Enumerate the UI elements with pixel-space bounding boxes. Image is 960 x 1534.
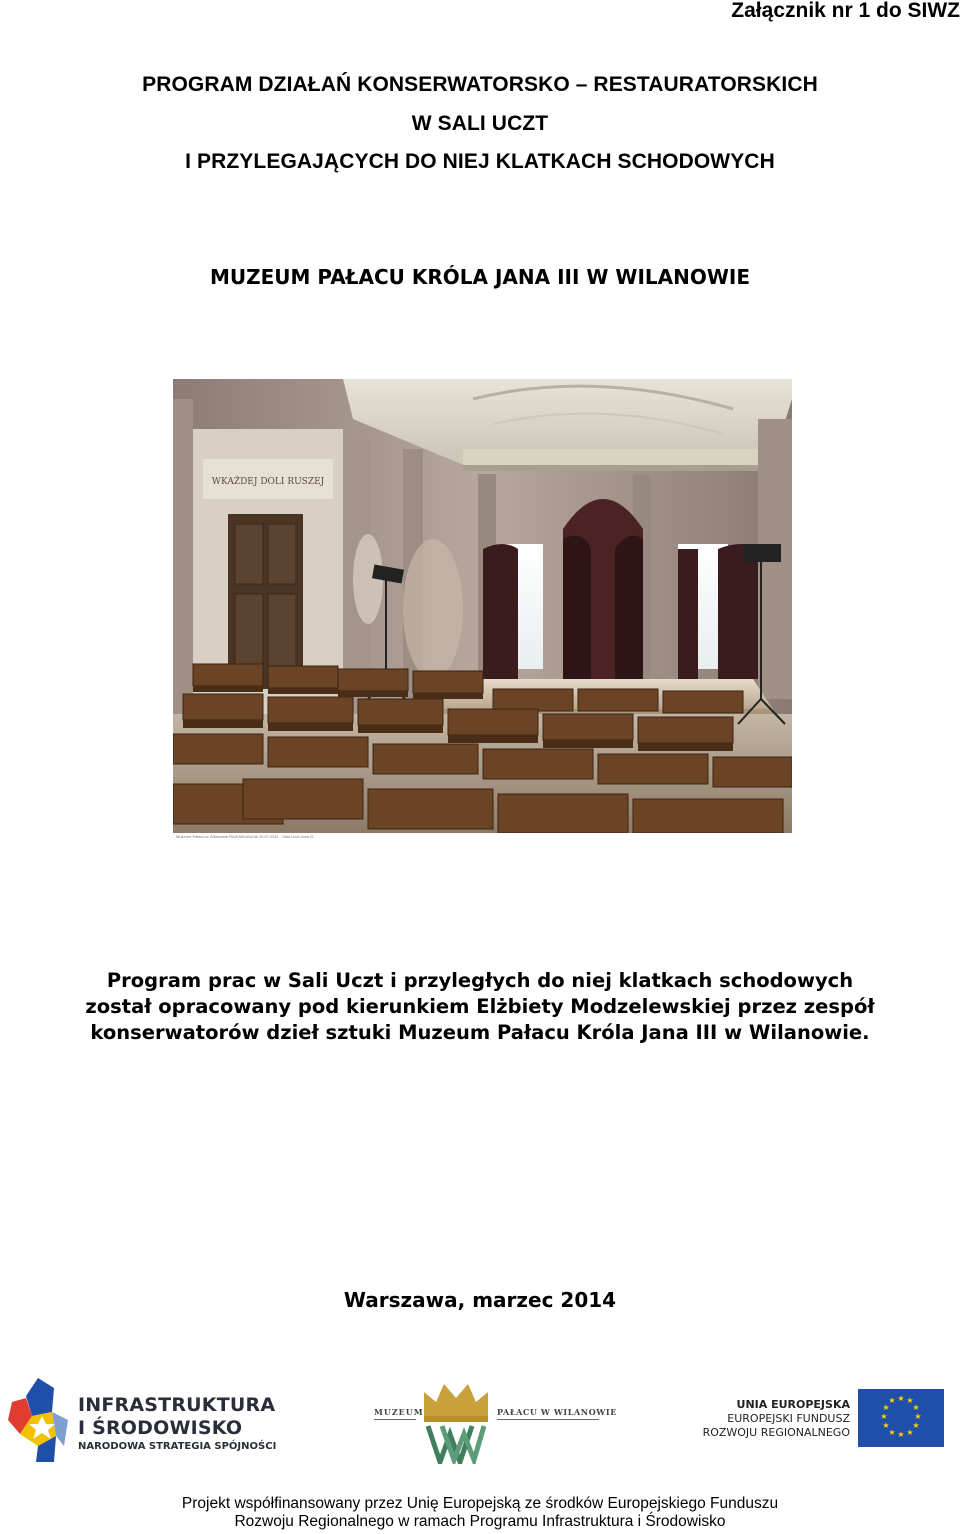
eu-flag-icon (858, 1389, 944, 1447)
infrastruktura-logo-icon (8, 1376, 70, 1464)
eu-text-block (700, 1398, 850, 1440)
svg-text:★: ★ (888, 1428, 896, 1437)
museum-logo-rule-right (497, 1419, 599, 1420)
svg-text:★: ★ (882, 1403, 890, 1412)
museum-crown-logo-icon (420, 1378, 492, 1464)
museum-logo-right-text: PAŁACU W WILANOWIE (497, 1407, 617, 1417)
document-title-line-1: PROGRAM DZIAŁAŃ KONSERWATORSKO – RESTAURATORSKICH (142, 73, 818, 96)
document-title-line-3: I PRZYLEGAJĄCYCH DO NIEJ KLATKACH SCHODOWYCH (185, 150, 775, 173)
program-description (0, 968, 960, 1046)
svg-text:★: ★ (897, 1394, 905, 1403)
place-and-date: Warszawa, marzec 2014 (343, 1288, 617, 1312)
eu-fund-line-1: EUROPEJSKI FUNDUSZ (727, 1412, 850, 1425)
annex-label: Załącznik nr 1 do SIWZ (731, 0, 960, 22)
museum-logo-left-text: MUZEUM (374, 1407, 424, 1417)
museum-logo-rule-left (374, 1419, 416, 1420)
svg-text:★: ★ (906, 1396, 914, 1405)
svg-text:★: ★ (906, 1428, 914, 1437)
svg-text:★: ★ (914, 1412, 922, 1421)
svg-text:★: ★ (912, 1403, 920, 1412)
museum-name: MUZEUM PAŁACU KRÓLA JANA III W WILANOWIE (209, 265, 751, 289)
document-title-line-2: W SALI UCZT (411, 112, 549, 135)
footer-line-1: Projekt współfinansowany przez Unię Europejską ze środków Europejskiego Funduszu (181, 1495, 779, 1512)
description-line-1: Program prac w Sali Uczt i przyległych do niej klatkach schodowych (106, 969, 854, 992)
svg-text:★: ★ (888, 1396, 896, 1405)
infrastruktura-subtitle: I ŚRODOWISKO (78, 1417, 243, 1439)
infrastruktura-title: INFRASTRUKTURA (78, 1394, 276, 1416)
door-inscription: WKAŻDEJ DOLI RUSZEJ (211, 477, 325, 487)
svg-text:★: ★ (912, 1421, 920, 1430)
svg-text:★: ★ (880, 1412, 888, 1421)
description-line-3: konserwatorów dzieł sztuki Muzeum Pałacu Króla Jana III w Wilanowie. (90, 1021, 870, 1044)
footer-line-2: Rozwoju Regionalnego w ramach Programu Infrastruktura i Środowisko (234, 1513, 726, 1530)
banquet-hall-photo (173, 379, 792, 833)
svg-text:★: ★ (897, 1430, 905, 1439)
eu-fund-line-2: ROZWOJU REGIONALNEGO (702, 1426, 850, 1439)
cofinancing-footer (0, 1495, 960, 1531)
photo-caption: Muzeum Pałacu w Wilanowie RAZ/ARc/AU/ds 20.07.2011 · Sala Uczt Jana III (176, 834, 314, 839)
eu-title: UNIA EUROPEJSKA (736, 1398, 850, 1411)
description-line-2: został opracowany pod kierunkiem Elżbiety Modzelewskiej przez zespół (85, 995, 875, 1018)
infrastruktura-tagline: NARODOWA STRATEGIA SPÓJNOŚCI (78, 1441, 277, 1452)
svg-text:★: ★ (882, 1421, 890, 1430)
